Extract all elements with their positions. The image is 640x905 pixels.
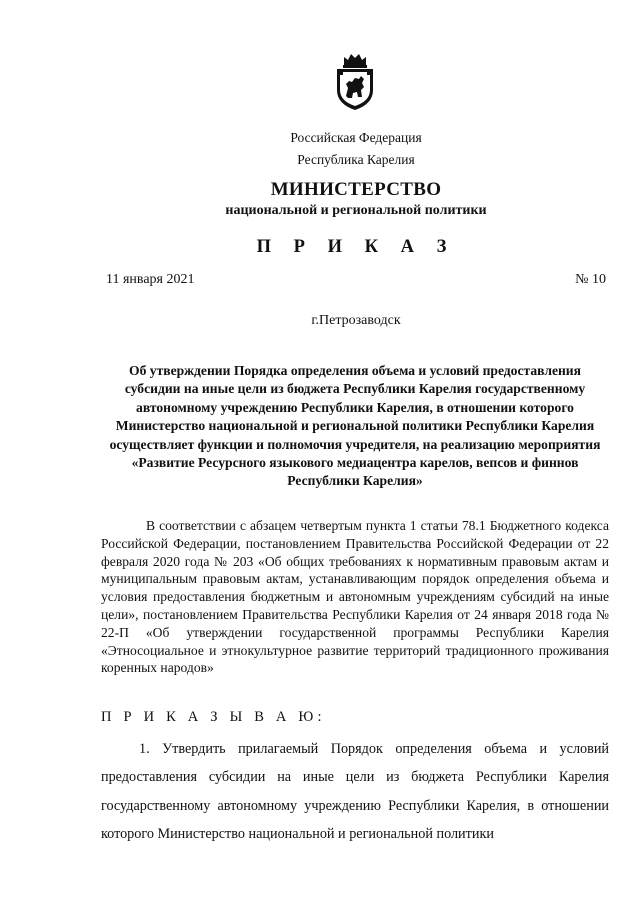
ministry-subtitle: национальной и региональной политики [225,203,487,218]
karelia-coat-of-arms-icon [334,52,376,112]
republic-name: Республика Карелия [297,152,415,167]
order-item-1: 1. Утвердить прилагаемый Порядок определения объема и условий предоставления субсидии на иные цели из бюджета Республики Карелия государственному автономному учреждению Республики Карелия, в отношении которого Министерство национальной и региональной политики [101,741,609,842]
document-type: П Р И К А З [256,237,456,257]
city: г.Петрозаводск [311,313,401,328]
order-date: 11 января 2021 [106,272,195,287]
country-name: Российская Федерация [290,130,422,145]
order-word: П Р И К А З Ы В А Ю: [101,709,326,725]
order-number: № 10 [575,272,606,287]
ministry-title: МИНИСТЕРСТВО [270,179,442,200]
legal-basis-paragraph: В соответствии с абзацем четвертым пункта 1 статьи 78.1 Бюджетного кодекса Российской Федерации, постановлением Правительства Российской Федерации от 22 февраля 2020 года № 203 «Об общих требованиях к нормативным правовым актам и муниципальным правовым актам, устанавливающим порядок определения объема и условия предоставления бюджетным и автономным учреждениям субсидий на иные цели», постановлением Правительства Республики Карелия от 24 января 2018 года № 22-П «Об утверждении государственной программы Республики Карелия «Этносоциальное и этнокультурное развитие территорий традиционного проживания коренных народов» [101,518,609,676]
order-subject: Об утверждении Порядка определения объема и условий предоставления субсидии на иные цели из бюджета Республики Карелия государственному автономному учреждению Республики Карелия, в отношении которого Министерство национальной и региональной политики Республики Карелия осуществляет функции и полномочия учредителя, на реализацию мероприятия «Развитие Ресурсного языкового медиацентра карелов, вепсов и финнов Республики Карелия» [109,363,601,489]
